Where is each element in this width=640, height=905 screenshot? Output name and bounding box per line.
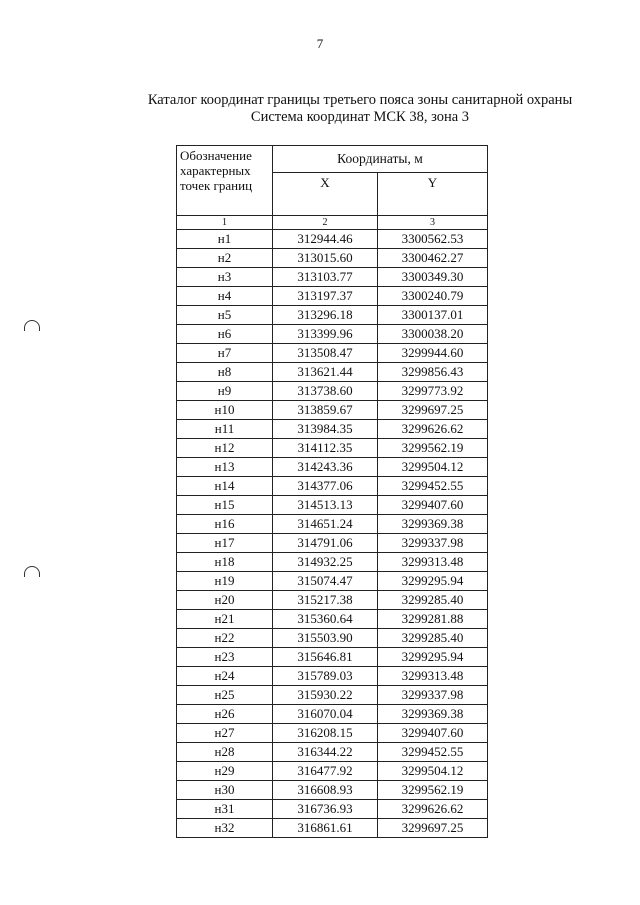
y-coordinate-cell: 3299504.12 (378, 762, 488, 781)
column-number: 1 (177, 216, 273, 230)
table-row (177, 743, 488, 762)
table-row (177, 382, 488, 401)
table-row (177, 420, 488, 439)
y-coordinate-cell: 3300137.01 (378, 306, 488, 325)
point-name-cell: н4 (177, 287, 273, 306)
x-coordinate-cell: 315360.64 (273, 610, 378, 629)
header-x: X (273, 173, 378, 216)
table-row (177, 363, 488, 382)
y-coordinate-cell: 3299452.55 (378, 477, 488, 496)
point-name-cell: н25 (177, 686, 273, 705)
point-name-cell: н24 (177, 667, 273, 686)
margin-arc-mark (24, 566, 40, 577)
point-name-cell: н21 (177, 610, 273, 629)
y-coordinate-cell: 3299369.38 (378, 705, 488, 724)
y-coordinate-cell: 3299562.19 (378, 439, 488, 458)
point-name-cell: н3 (177, 268, 273, 287)
point-name-cell: н22 (177, 629, 273, 648)
table-row (177, 648, 488, 667)
x-coordinate-cell: 313621.44 (273, 363, 378, 382)
title-line-1: Каталог координат границы третьего пояса зоны санитарной охраны (147, 92, 573, 108)
y-coordinate-cell: 3299944.60 (378, 344, 488, 363)
header-coordinates: Координаты, м (273, 146, 488, 173)
margin-arc-mark (24, 320, 40, 331)
table-row (177, 249, 488, 268)
x-coordinate-cell: 315217.38 (273, 591, 378, 610)
table-row (177, 800, 488, 819)
table-row (177, 401, 488, 420)
y-coordinate-cell: 3299313.48 (378, 553, 488, 572)
point-name-cell: н1 (177, 230, 273, 249)
table-row (177, 724, 488, 743)
x-coordinate-cell: 316477.92 (273, 762, 378, 781)
table-row (177, 667, 488, 686)
table-row (177, 591, 488, 610)
point-name-cell: н15 (177, 496, 273, 515)
table-row (177, 781, 488, 800)
x-coordinate-cell: 316736.93 (273, 800, 378, 819)
y-coordinate-cell: 3299626.62 (378, 800, 488, 819)
y-coordinate-cell: 3299295.94 (378, 572, 488, 591)
coordinates-table (176, 145, 488, 838)
point-name-cell: н2 (177, 249, 273, 268)
x-coordinate-cell: 313103.77 (273, 268, 378, 287)
y-coordinate-cell: 3299452.55 (378, 743, 488, 762)
table-row (177, 819, 488, 838)
point-name-cell: н8 (177, 363, 273, 382)
y-coordinate-cell: 3299626.62 (378, 420, 488, 439)
table-row (177, 325, 488, 344)
y-coordinate-cell: 3299295.94 (378, 648, 488, 667)
x-coordinate-cell: 313296.18 (273, 306, 378, 325)
point-name-cell: н7 (177, 344, 273, 363)
y-coordinate-cell: 3299504.12 (378, 458, 488, 477)
y-coordinate-cell: 3299697.25 (378, 819, 488, 838)
y-coordinate-cell: 3299281.88 (378, 610, 488, 629)
y-coordinate-cell: 3299562.19 (378, 781, 488, 800)
x-coordinate-cell: 316208.15 (273, 724, 378, 743)
y-coordinate-cell: 3299369.38 (378, 515, 488, 534)
x-coordinate-cell: 315646.81 (273, 648, 378, 667)
y-coordinate-cell: 3299285.40 (378, 629, 488, 648)
x-coordinate-cell: 315930.22 (273, 686, 378, 705)
point-name-cell: н10 (177, 401, 273, 420)
table-row (177, 477, 488, 496)
x-coordinate-cell: 314243.36 (273, 458, 378, 477)
x-coordinate-cell: 313399.96 (273, 325, 378, 344)
x-coordinate-cell: 315503.90 (273, 629, 378, 648)
x-coordinate-cell: 314377.06 (273, 477, 378, 496)
column-number-row (177, 216, 488, 230)
header-y: Y (378, 173, 488, 216)
y-coordinate-cell: 3299407.60 (378, 496, 488, 515)
page-number: 7 (316, 36, 324, 51)
x-coordinate-cell: 316344.22 (273, 743, 378, 762)
table-row (177, 686, 488, 705)
y-coordinate-cell: 3300240.79 (378, 287, 488, 306)
table-row (177, 458, 488, 477)
point-name-cell: н20 (177, 591, 273, 610)
point-name-cell: н26 (177, 705, 273, 724)
point-name-cell: н14 (177, 477, 273, 496)
table-row (177, 553, 488, 572)
point-name-cell: н27 (177, 724, 273, 743)
point-name-cell: н17 (177, 534, 273, 553)
x-coordinate-cell: 313859.67 (273, 401, 378, 420)
table-row (177, 268, 488, 287)
y-coordinate-cell: 3300462.27 (378, 249, 488, 268)
point-name-cell: н23 (177, 648, 273, 667)
y-coordinate-cell: 3299697.25 (378, 401, 488, 420)
table-row (177, 344, 488, 363)
point-name-cell: н31 (177, 800, 273, 819)
y-coordinate-cell: 3300038.20 (378, 325, 488, 344)
table-row (177, 762, 488, 781)
x-coordinate-cell: 313738.60 (273, 382, 378, 401)
y-coordinate-cell: 3299337.98 (378, 686, 488, 705)
table-row (177, 610, 488, 629)
point-name-cell: н6 (177, 325, 273, 344)
table-row (177, 287, 488, 306)
table-row (177, 496, 488, 515)
x-coordinate-cell: 314112.35 (273, 439, 378, 458)
table-row (177, 439, 488, 458)
y-coordinate-cell: 3299337.98 (378, 534, 488, 553)
point-name-cell: н18 (177, 553, 273, 572)
table-row (177, 306, 488, 325)
y-coordinate-cell: 3299285.40 (378, 591, 488, 610)
x-coordinate-cell: 314791.06 (273, 534, 378, 553)
y-coordinate-cell: 3300562.53 (378, 230, 488, 249)
title-line-2: Система координат МСК 38, зона 3 (250, 109, 470, 125)
x-coordinate-cell: 315789.03 (273, 667, 378, 686)
x-coordinate-cell: 312944.46 (273, 230, 378, 249)
x-coordinate-cell: 313015.60 (273, 249, 378, 268)
point-name-cell: н5 (177, 306, 273, 325)
x-coordinate-cell: 315074.47 (273, 572, 378, 591)
table-row (177, 705, 488, 724)
x-coordinate-cell: 316608.93 (273, 781, 378, 800)
y-coordinate-cell: 3299407.60 (378, 724, 488, 743)
column-number: 2 (273, 216, 378, 230)
table-row (177, 629, 488, 648)
x-coordinate-cell: 314932.25 (273, 553, 378, 572)
document-title (40, 92, 640, 126)
column-number: 3 (378, 216, 488, 230)
x-coordinate-cell: 314513.13 (273, 496, 378, 515)
x-coordinate-cell: 313197.37 (273, 287, 378, 306)
table-row (177, 230, 488, 249)
y-coordinate-cell: 3299773.92 (378, 382, 488, 401)
point-name-cell: н30 (177, 781, 273, 800)
point-name-cell: н13 (177, 458, 273, 477)
table-row (177, 515, 488, 534)
y-coordinate-cell: 3299856.43 (378, 363, 488, 382)
header-point-designation: Обозначение характерных точек границ (177, 146, 273, 216)
point-name-cell: н16 (177, 515, 273, 534)
point-name-cell: н19 (177, 572, 273, 591)
table-row (177, 534, 488, 553)
point-name-cell: н12 (177, 439, 273, 458)
x-coordinate-cell: 313984.35 (273, 420, 378, 439)
x-coordinate-cell: 313508.47 (273, 344, 378, 363)
x-coordinate-cell: 316070.04 (273, 705, 378, 724)
y-coordinate-cell: 3300349.30 (378, 268, 488, 287)
x-coordinate-cell: 316861.61 (273, 819, 378, 838)
point-name-cell: н32 (177, 819, 273, 838)
x-coordinate-cell: 314651.24 (273, 515, 378, 534)
point-name-cell: н29 (177, 762, 273, 781)
point-name-cell: н11 (177, 420, 273, 439)
y-coordinate-cell: 3299313.48 (378, 667, 488, 686)
point-name-cell: н28 (177, 743, 273, 762)
point-name-cell: н9 (177, 382, 273, 401)
table-row (177, 572, 488, 591)
coordinates-table-body (177, 230, 488, 838)
